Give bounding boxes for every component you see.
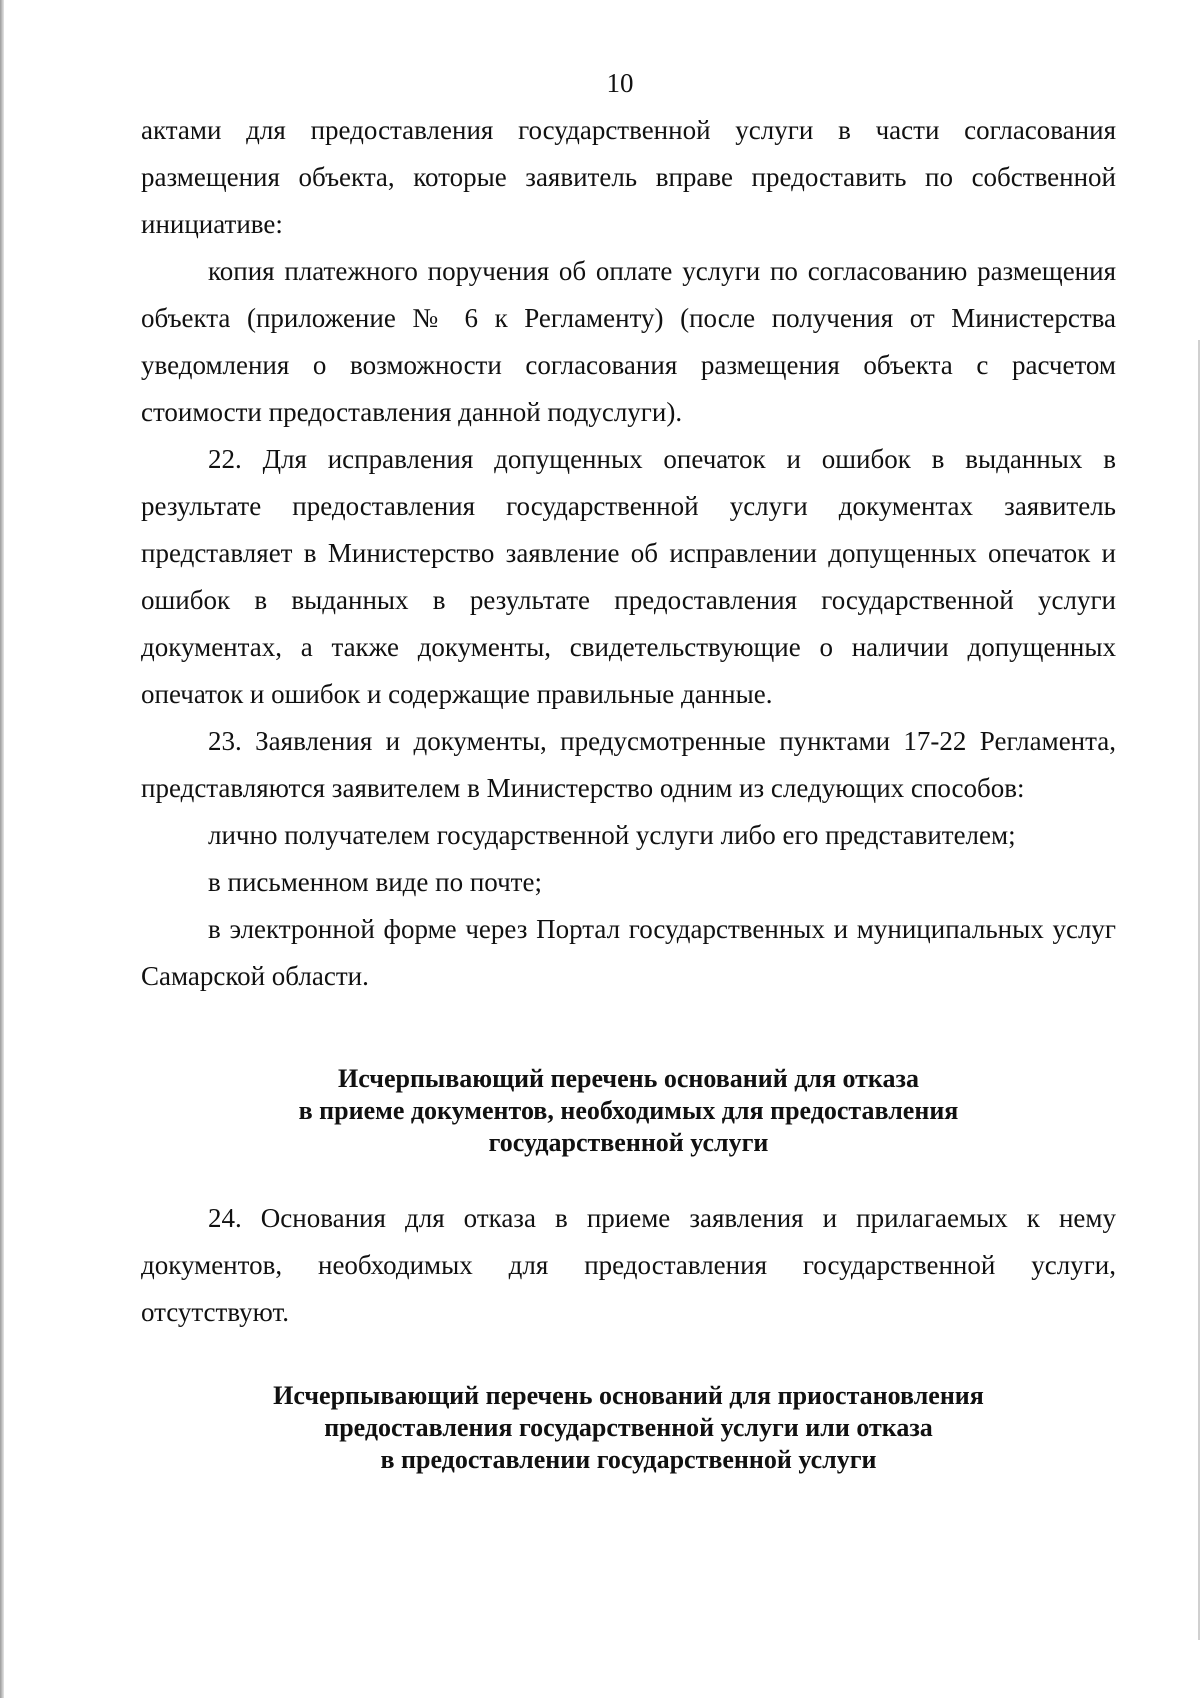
- scan-edge-left: [0, 0, 4, 1698]
- heading-line: Исчерпывающий перечень оснований для отказа: [338, 1064, 919, 1093]
- section-heading-suspension: [141, 1380, 1116, 1476]
- body-text-24: [141, 1195, 1116, 1336]
- heading-line: предоставления государственной услуги или отказа: [324, 1413, 933, 1442]
- list-item-personally: лично получателем государственной услуги либо его представителем;: [208, 820, 1016, 850]
- list-item-by-mail: в письменном виде по почте;: [208, 867, 542, 897]
- page-number: 10: [606, 68, 634, 98]
- section-heading-refusal-acceptance: [141, 1063, 1116, 1159]
- heading-line: в предоставлении государственной услуги: [380, 1445, 877, 1474]
- list-item-electronic: в электронной форме через Портал государственных и муниципальных услуг Самарской области.: [141, 914, 1116, 991]
- paragraph-payment-order: копия платежного поручения об оплате услуги по согласованию размещения объекта (приложение № 6 к Регламенту) (после получения от Министерства уведомления о возможности согласования размещения объекта с расчетом стоимости предоставления данной подуслуги).: [141, 256, 1116, 427]
- heading-line: в приеме документов, необходимых для предоставления: [298, 1096, 959, 1125]
- paragraph-continuation: актами для предоставления государственной услуги в части согласования размещения объекта, которые заявитель вправе предоставить по собственной инициативе:: [141, 115, 1116, 239]
- body-text-top: [141, 107, 1116, 1000]
- paragraph-22: 22. Для исправления допущенных опечаток и ошибок в выданных в результате предоставления государственной услуги документах заявитель представляет в Министерство заявление об исправлении допущенных опечаток и ошибок в выданных в результате предоставления государственной услуги документах, а также документы, свидетельствующие о наличии допущенных опечаток и ошибок и содержащие правильные данные.: [141, 444, 1116, 709]
- heading-line: Исчерпывающий перечень оснований для приостановления: [273, 1381, 984, 1410]
- heading-line: государственной услуги: [488, 1128, 769, 1157]
- paragraph-23: 23. Заявления и документы, предусмотренные пунктами 17-22 Регламента, представляются заявителем в Министерство одним из следующих способов:: [141, 726, 1116, 803]
- paragraph-24: 24. Основания для отказа в приеме заявления и прилагаемых к нему документов, необходимых для предоставления государственной услуги, отсутствуют.: [141, 1203, 1116, 1327]
